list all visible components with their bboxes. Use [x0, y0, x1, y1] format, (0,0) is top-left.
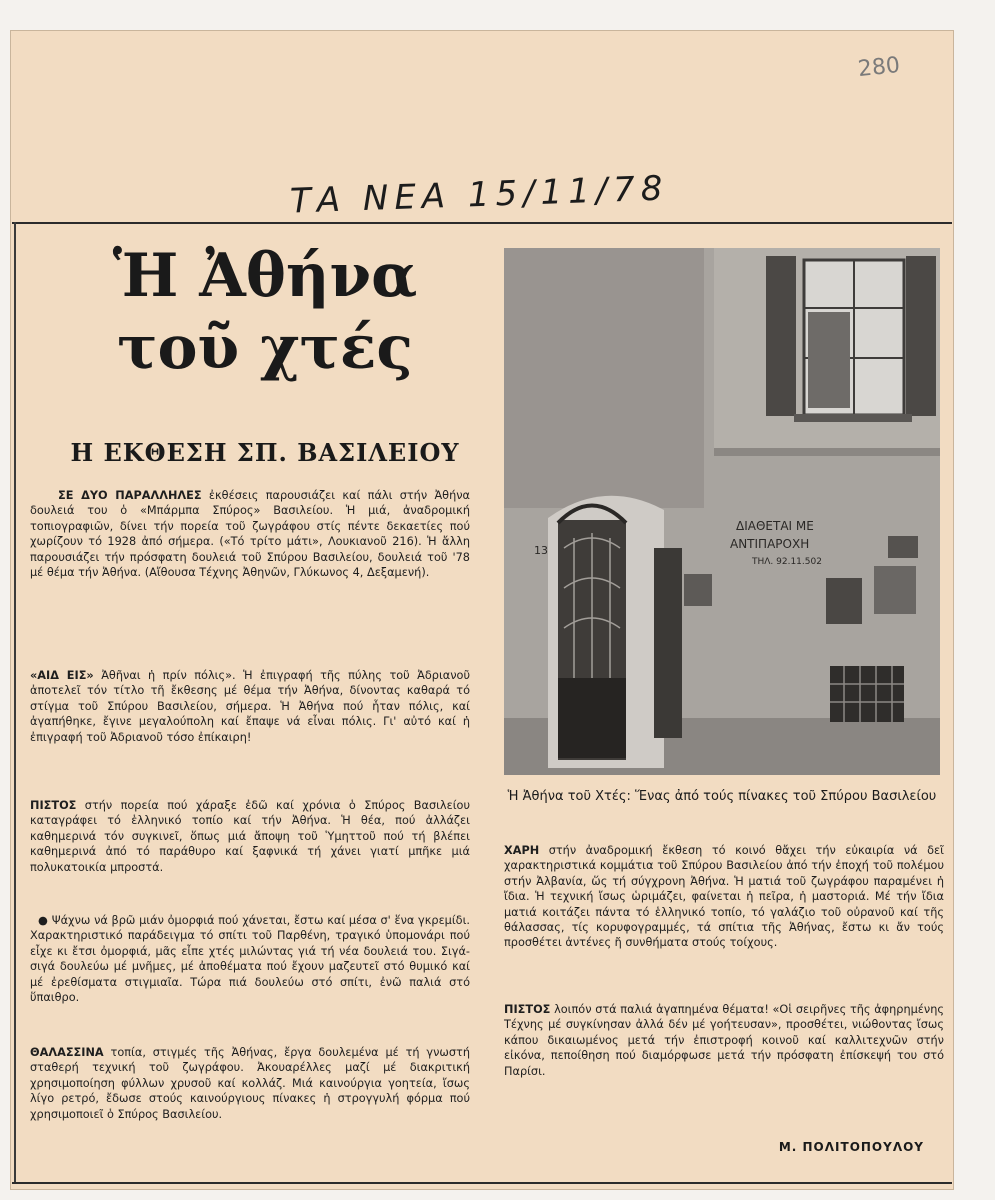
handwritten-source-note: ΤΑ ΝΕΑ 15/11/78	[289, 168, 670, 222]
painting-photo	[504, 248, 940, 775]
paragraph-1: ΣΕ ΔΥΟ ΠΑΡΑΛΛΗΛΕΣ ἐκθέσεις παρουσιάζει καί πάλι στήν Ἀθήνα δουλειά του ὁ «Μπάρμπα Σπύρος» Βασιλείου. Ἡ μιά, ἀναδρομική τοπιογραφιῶν, δίνει τήν πορεία τοῦ ζωγράφου στίς πέντε δεκαετίες πού χωρίζουν τό 1928 ἀπό σήμερα. («Τό τρίτο μάτι», Λουκιανοῦ 216). Ἡ ἄλλη παρουσιάζει τήν πρόσφατη δουλειά τοῦ Σπύρου Βασιλείου, δουλειά τοῦ '78 μέ θέμα τήν Ἀθήνα. (Αἴθουσα Τέχνης Ἀθηνῶν, Γλύκωνος 4, Δεξαμενή).	[30, 489, 470, 580]
top-rule	[12, 222, 952, 224]
paragraph-3: ΠΙΣΤΟΣ στήν πορεία πού χάραξε ἐδῶ καί χρόνια ὁ Σπύρος Βασιλείου καταγράφει τό ἑλληνικό τοπίο καί τήν Ἀθήνα. Ἡ θέα, πού ἀλλάζει καθημερινά τόν συγκινεῖ, ὅπως μιά ἄποψη τοῦ Ὑμηττοῦ πού τή βλέπει καθημερινά ἀπό τό παράθυρο καί ξαφνικά τή χάνει γιατί μπῆκε μιά πολυκατοικία μπροστά.	[30, 799, 470, 874]
headline-line-1: Ἡ Ἀθήνα	[112, 241, 418, 311]
headline	[40, 240, 490, 384]
paragraph-7: ΠΙΣΤΟΣ λοιπόν στά παλιά ἀγαπημένα θέματα! «Οἱ σειρῆνες τῆς ἀφηρημένης Τέχνης μέ συγκίνησαν ἀλλά δέν μέ γοήτευσαν», προσθέτει, νιώθοντας ἴσως κάπου δικαιωμένος μετά τήν ἐπιστροφή κοινοῦ καί καλλιτεχνῶν στήν εἰκόνα, πεποίθηση πού διαμόρφωσε μετά τήν πρόσφατη ἐπίσκεψή του στό Παρίσι.	[504, 1003, 944, 1078]
headline-line-2: τοῦ χτές	[117, 313, 413, 383]
door-number: 13	[534, 544, 548, 557]
archive-number: 280	[856, 52, 902, 83]
paragraph-6: ΧΑΡΗ στήν ἀναδρομική ἔκθεση τό κοινό θἄχει τήν εὐκαιρία νά δεῖ χαρακτηριστικά κομμάτια τοῦ Σπύρου Βασιλείου ἀπό τήν ἐποχή τοῦ πολέμου στήν Ἀλβανία, ὥς τή σύγχρονη Ἀθήνα. Ἡ ματιά τοῦ ζωγράφου παραμένει ἡ ἴδια. Ἡ τεχνική ἴσως ὡριμάζει, φαίνεται ἡ πεῖρα, ἡ μαστοριά. Μέ τήν ἴδια ματιά κοιτάζει πάντα τό ἑλληνικό τοπίο, τό γαλάζιο τοῦ οὐρανοῦ καί τῆς θάλασσας, τίς κορυφογραμμές, τά σπίτια τῆς Ἀθήνας, ἔστω κι ἄν τούς προσθέτει ἀντένες ἤ συνθήματα στούς τοίχους.	[504, 844, 944, 950]
wall-inscription-2: ΑΝΤΙΠΑΡΟΧΗ	[730, 537, 810, 551]
image-caption: Ἡ Ἀθήνα τοῦ Χτές: Ἕνας ἀπό τούς πίνακες τοῦ Σπύρου Βασιλείου	[507, 789, 937, 804]
paragraph-5: ΘΑΛΑΣΣΙΝΑ τοπία, στιγμές τῆς Ἀθήνας, ἔργα δουλεμένα μέ τή γνωστή σταθερή τεχνική τοῦ ζωγράφου. Ἀκουαρέλλες μαζί μέ διακριτική χρησιμοποίηση φύλλων χρυσοῦ καί κολλάζ. Μιά καινούργια γοητεία, ἴσως λίγο ρετρό, ἔδωσε στούς καινούργιους πίνακες ἡ στρογγυλή φόρμα πού χρησιμοποιεῖ ὁ Σπύρος Βασιλείου.	[30, 1046, 470, 1121]
paragraph-4: ● Ψάχνω νά βρῶ μιάν ὀμορφιά πού χάνεται, ἔστω καί μέσα σ' ἕνα γκρεμίδι. Χαρακτηριστικό παράδειγμα τό σπίτι τοῦ Παρθένη, τραγικό ὑπομονάρι πού εἶχε κι ἔτσι ὀμορφιά, μᾶς εἶπε χτές μιλώντας γιά τή νέα δουλειά του. Σιγά-σιγά δουλεύω μέ μνῆμες, μέ ἀποθέματα πού ἔχουν μαζευτεῖ στό θυμικό καί μέ ἐρεθίσματα στιγμιαῖα. Τώρα πιά δουλεύω στό σπίτι, ἐνῶ παλιά στό ὕπαιθρο.	[30, 914, 471, 1005]
paragraph-2: «ΑΙΔ ΕΙΣ» Ἀθῆναι ἡ πρίν πόλις». Ἡ ἐπιγραφή τῆς πύλης τοῦ Ἀδριανοῦ ἀποτελεῖ τόν τίτλο τῆ ἔκθεσης μέ θέμα τήν Ἀθήνα, δίνοντας καθαρά τό στίγμα τοῦ Σπύρου Βασιλείου, σήμερα. Ἡ Ἀθήνα πού ἦταν πόλις, καί ἀγαπήθηκε, ἔγινε μεγαλούπολη καί ἔπαψε νά εἶναι πόλις. Γι' αὐτό καί ἡ ἐπιγραφή τοῦ Ἀδριανοῦ τόσο ἐπίκαιρη!	[30, 669, 470, 744]
painting-illustration	[504, 248, 940, 775]
wall-inscription-1: ΔΙΑΘΕΤΑΙ ΜΕ	[736, 519, 814, 533]
subheadline: Η ΕΚΘΕΣΗ ΣΠ. ΒΑΣΙΛΕΙΟΥ	[70, 438, 460, 467]
wall-inscription-3: ΤΗΛ. 92.11.502	[752, 557, 822, 567]
byline: Μ. ΠΟΛΙΤΟΠΟΥΛΟΥ	[778, 1140, 924, 1154]
left-rule	[14, 222, 16, 1182]
bottom-rule	[12, 1182, 952, 1184]
